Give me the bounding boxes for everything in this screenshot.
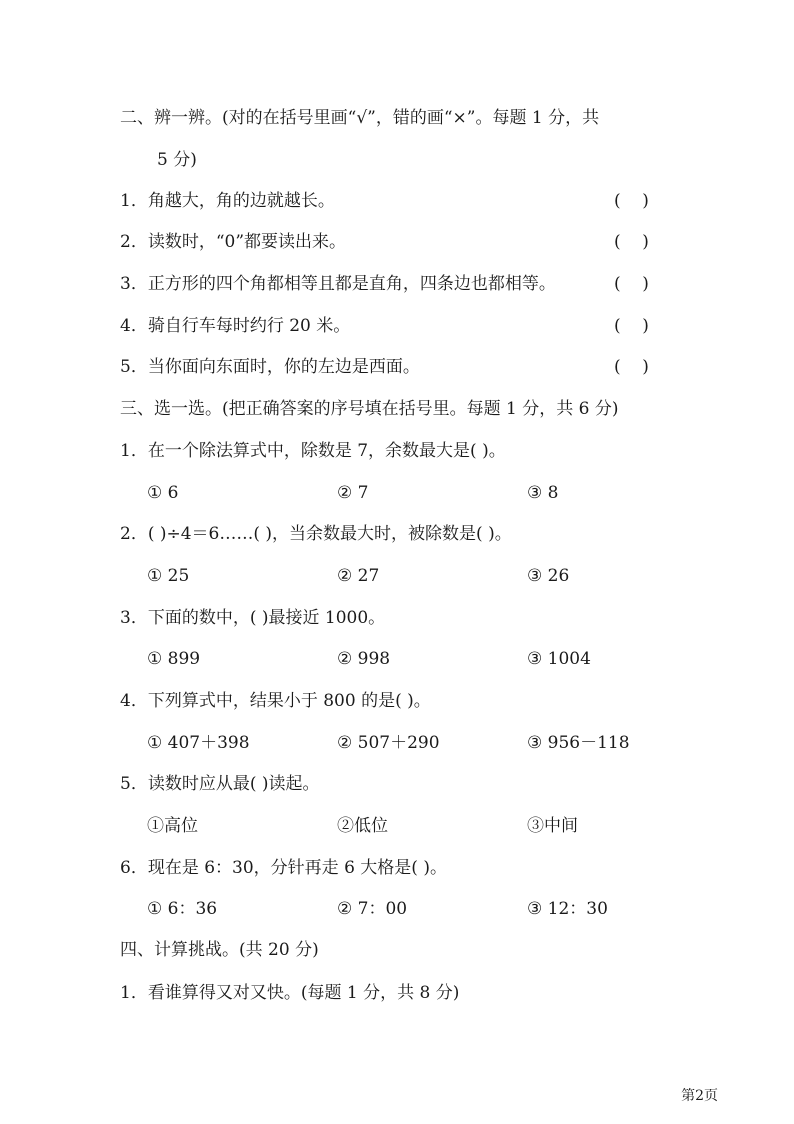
option-5b: ②低位 [337,816,388,836]
option-6c: ③ 12：30 [527,899,608,919]
option-1c: ③ 8 [527,483,559,503]
option-6b: ② 7：00 [337,899,408,919]
option-2c: ③ 26 [527,566,570,586]
option-3c: ③ 1004 [527,649,591,669]
option-3b: ② 998 [337,649,391,669]
section3-heading: 三、选一选。(把正确答案的序号填在括号里。每题 1 分，共 6 分) [120,399,619,419]
question-5: 5．读数时应从最( )读起。 [120,774,320,794]
section2-item-3: 3．正方形的四个角都相等且都是直角，四条边也都相等。 [120,274,556,294]
question-6: 6．现在是 6：30，分针再走 6 大格是( )。 [120,858,447,878]
option-3a: ① 899 [147,649,201,669]
section4-heading: 四、计算挑战。(共 20 分) [120,940,319,960]
question-4: 4．下列算式中，结果小于 800 的是( )。 [120,691,431,711]
option-4b: ② 507＋290 [337,733,440,753]
option-6a: ① 6：36 [147,899,218,919]
section2-heading-line2: 5 分) [157,150,197,170]
option-2b: ② 27 [337,566,380,586]
page-number: 第2页 [681,1088,718,1104]
section2-item-1: 1．角越大，角的边就越长。 [120,191,335,211]
section2-item-5: 5．当你面向东面时，你的左边是西面。 [120,357,420,377]
option-5a: ①高位 [147,816,198,836]
answer-blank-3[interactable]: ( ) [614,274,649,294]
section2-heading-line1: 二、辨一辨。(对的在括号里画“√”，错的画“×”。每题 1 分，共 [120,108,600,128]
section2-item-2: 2．读数时，“0”都要读出来。 [120,232,347,252]
option-2a: ① 25 [147,566,190,586]
question-2: 2．( )÷4＝6……( )，当余数最大时，被除数是( )。 [120,524,512,544]
answer-blank-4[interactable]: ( ) [614,316,649,336]
answer-blank-5[interactable]: ( ) [614,357,649,377]
option-1b: ② 7 [337,483,369,503]
section2-item-4: 4．骑自行车每时约行 20 米。 [120,316,351,336]
answer-blank-2[interactable]: ( ) [614,232,649,252]
question-3: 3．下面的数中，( )最接近 1000。 [120,608,386,628]
answer-blank-1[interactable]: ( ) [614,191,649,211]
option-4c: ③ 956－118 [527,733,630,753]
option-4a: ① 407＋398 [147,733,250,753]
question-1: 1．在一个除法算式中，除数是 7，余数最大是( )。 [120,441,506,461]
option-1a: ① 6 [147,483,179,503]
section4-sub1: 1．看谁算得又对又快。(每题 1 分，共 8 分) [120,983,460,1003]
option-5c: ③中间 [527,816,578,836]
